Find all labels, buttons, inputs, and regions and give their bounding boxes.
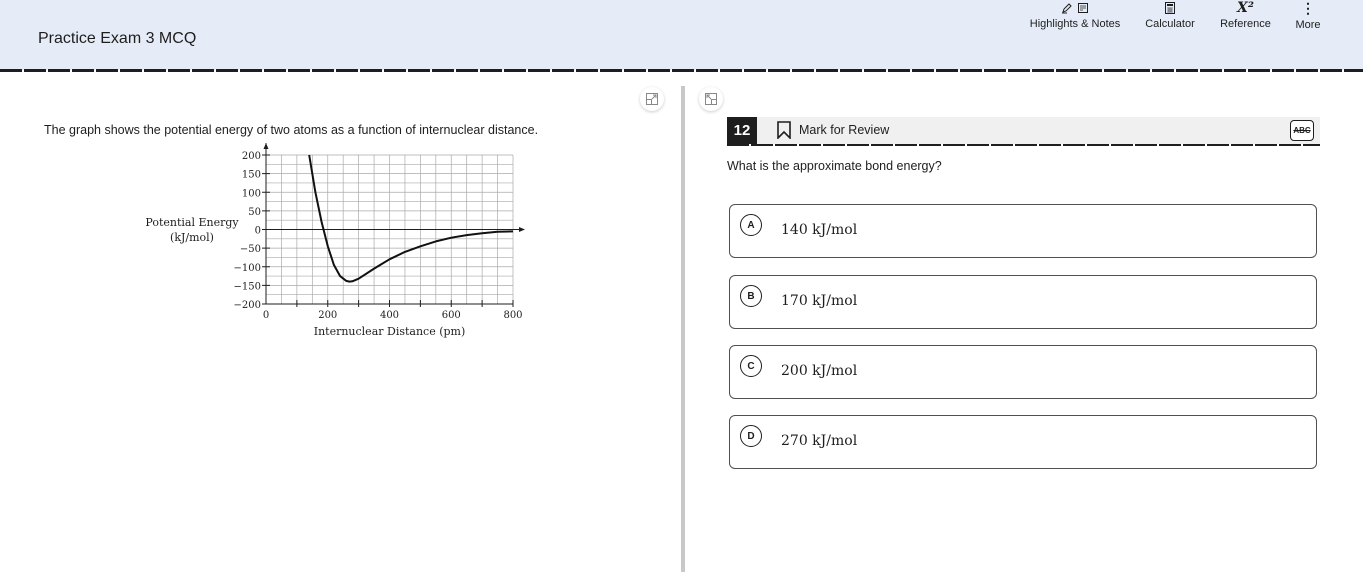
question-number: 12 bbox=[727, 117, 757, 144]
expand-icon bbox=[645, 92, 659, 106]
calculator-icon bbox=[1165, 2, 1175, 14]
answer-choice-b[interactable] bbox=[729, 275, 1317, 329]
calculator-button[interactable] bbox=[1142, 0, 1198, 30]
choice-letter-d: D bbox=[740, 425, 762, 447]
svg-text:200: 200 bbox=[318, 310, 338, 321]
highlighter-icon bbox=[1061, 2, 1073, 14]
svg-text:−200: −200 bbox=[233, 300, 261, 311]
choice-letter-c: C bbox=[740, 355, 762, 377]
abc-strike-icon: ABC bbox=[1293, 126, 1311, 135]
choice-letter-a: A bbox=[740, 214, 762, 236]
question-header bbox=[727, 117, 1320, 144]
svg-text:−100: −100 bbox=[233, 262, 261, 274]
header-divider bbox=[0, 69, 1363, 72]
svg-text:600: 600 bbox=[441, 310, 461, 321]
svg-text:(kJ/mol): (kJ/mol) bbox=[170, 231, 214, 244]
highlights-notes-label: Highlights & Notes bbox=[1029, 18, 1121, 30]
question-header-divider bbox=[727, 144, 1320, 146]
svg-text:400: 400 bbox=[379, 310, 400, 321]
answer-eliminator-button[interactable] bbox=[1290, 120, 1314, 141]
svg-text:Potential Energy: Potential Energy bbox=[145, 216, 239, 229]
svg-text:150: 150 bbox=[241, 169, 261, 181]
more-label: More bbox=[1295, 19, 1321, 31]
highlights-notes-button[interactable] bbox=[1029, 0, 1121, 30]
choice-text-b: 170 kJ/mol bbox=[781, 293, 858, 309]
more-button[interactable] bbox=[1293, 0, 1323, 31]
choice-text-c: 200 kJ/mol bbox=[781, 363, 858, 379]
svg-text:−150: −150 bbox=[233, 281, 261, 293]
answer-choice-d[interactable] bbox=[729, 415, 1317, 469]
answer-choice-a[interactable] bbox=[729, 204, 1317, 258]
question-text: What is the approximate bond energy? bbox=[727, 159, 942, 173]
mark-for-review-button[interactable] bbox=[777, 121, 889, 139]
chart-svg bbox=[140, 140, 540, 340]
svg-text:800: 800 bbox=[503, 310, 523, 321]
svg-text:100: 100 bbox=[241, 188, 261, 200]
svg-text:200: 200 bbox=[241, 151, 261, 162]
bookmark-icon bbox=[777, 121, 791, 139]
answer-choice-c[interactable] bbox=[729, 345, 1317, 399]
collapse-icon bbox=[704, 92, 718, 106]
svg-text:50: 50 bbox=[248, 206, 261, 218]
reference-button[interactable] bbox=[1218, 0, 1273, 30]
potential-energy-chart bbox=[140, 140, 540, 345]
more-vertical-icon: ⋮ bbox=[1301, 0, 1315, 16]
pane-divider[interactable] bbox=[681, 86, 685, 572]
expand-left-pane-button[interactable] bbox=[640, 87, 664, 111]
header-bar bbox=[0, 0, 1363, 70]
reference-x2-icon: X² bbox=[1237, 0, 1254, 16]
choice-text-d: 270 kJ/mol bbox=[781, 433, 858, 449]
expand-right-pane-button[interactable] bbox=[699, 87, 723, 111]
choice-text-a: 140 kJ/mol bbox=[781, 222, 858, 238]
exam-title: Practice Exam 3 MCQ bbox=[38, 30, 197, 47]
svg-text:−50: −50 bbox=[239, 244, 261, 256]
svg-text:Internuclear Distance (pm): Internuclear Distance (pm) bbox=[313, 325, 466, 338]
notes-icon bbox=[1077, 2, 1089, 14]
reference-label: Reference bbox=[1220, 18, 1271, 30]
svg-text:0: 0 bbox=[254, 225, 261, 237]
calculator-label: Calculator bbox=[1145, 18, 1195, 30]
choice-letter-b: B bbox=[740, 285, 762, 307]
stimulus-text: The graph shows the potential energy of two atoms as a function of internuclear distance. bbox=[44, 123, 539, 137]
mark-for-review-label: Mark for Review bbox=[799, 123, 890, 137]
svg-text:0: 0 bbox=[262, 310, 270, 321]
